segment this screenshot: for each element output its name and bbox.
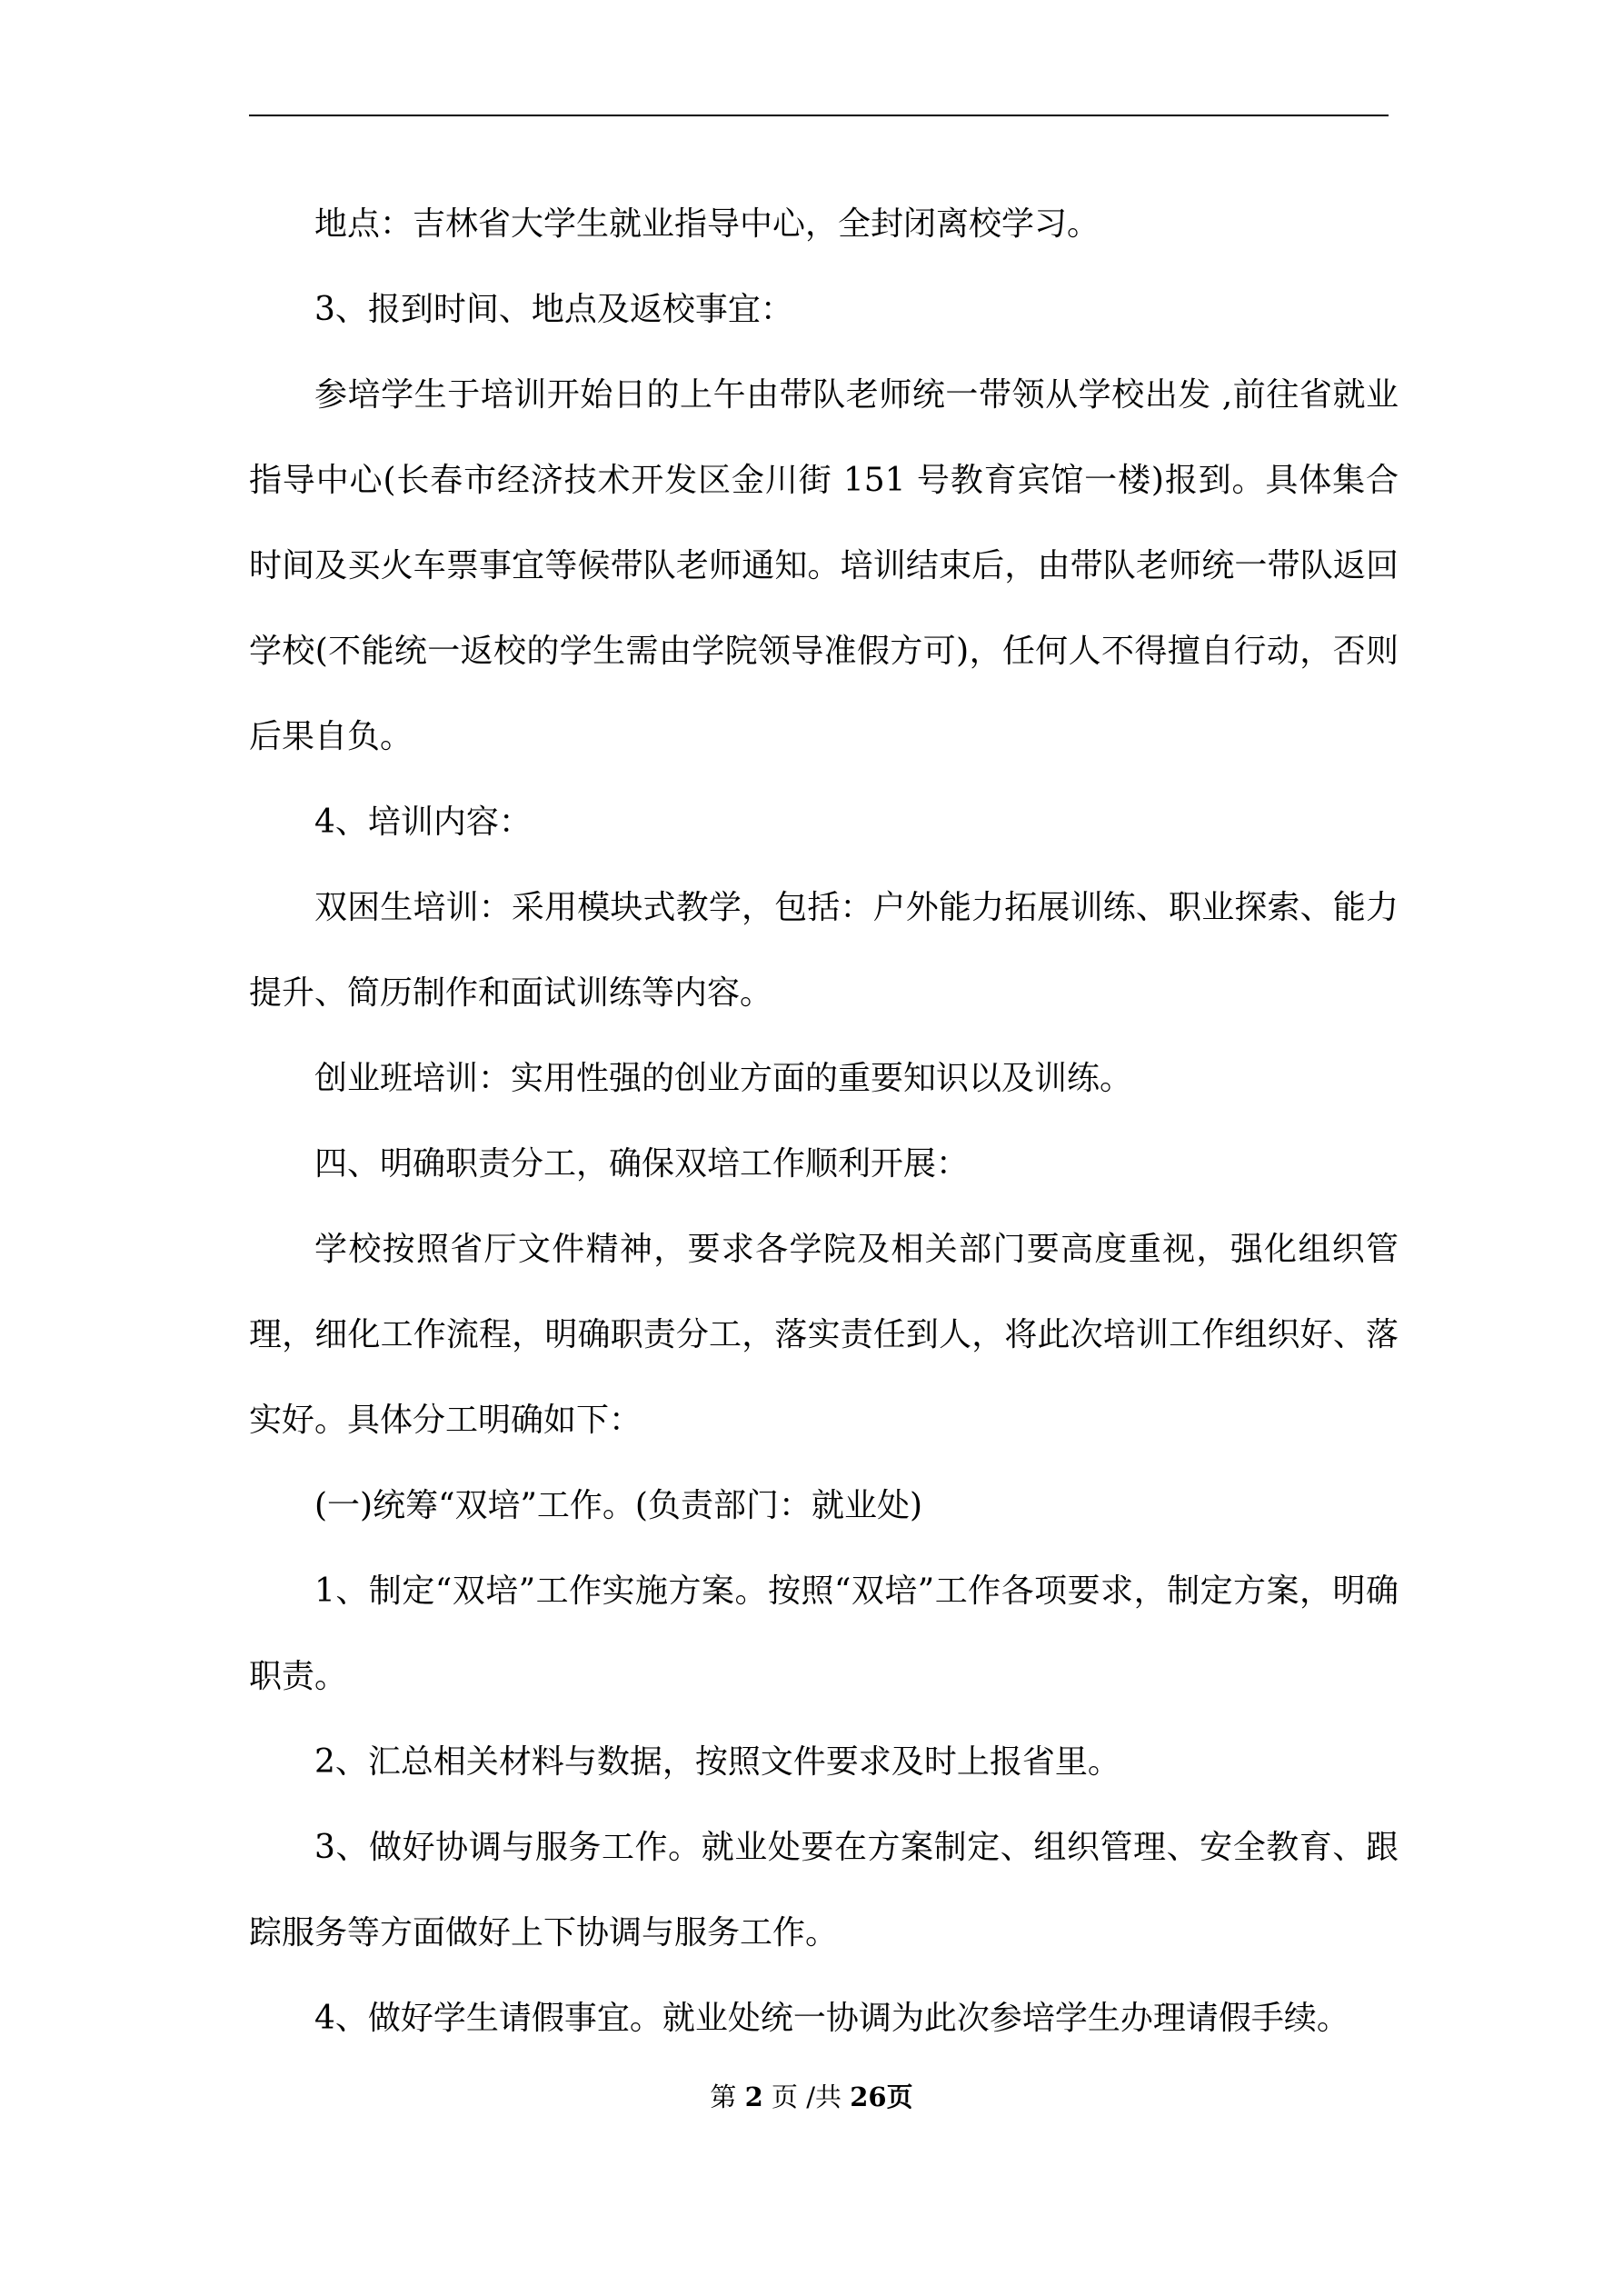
paragraph-entrepreneurship-training: 创业班培训：实用性强的创业方面的重要知识以及训练。: [314, 1060, 1133, 1097]
page-footer: [0, 2079, 1623, 2115]
footer-prefix: 第: [710, 2081, 737, 2112]
footer-total-pages: 26: [850, 2081, 887, 2112]
paragraph-registration-details: 参培学生于培训开始日的上午由带队老师统一带领从学校出发 ,前往省就业指导中心(长春市经济技术开发区金川街 151 号教育宾馆一楼)报到。具体集合时间及买火车票事宜等候带队老师通知。培训结束后，由带队老师统一带队返回学校(不能统一返校的学生需由学院领导准假方可)，任何人不得擅自行动，否则后果自负。: [249, 376, 1399, 755]
header-rule: [249, 115, 1389, 116]
paragraph-item-4: 4、做好学生请假事宜。就业处统一协调为此次参培学生办理请假手续。: [314, 2000, 1349, 2037]
paragraph-location: 地点：吉林省大学生就业指导中心，全封闭离校学习。: [314, 205, 1100, 243]
paragraph-subheading-coordination: (一)统筹“双培”工作。(负责部门：就业处): [314, 1487, 922, 1524]
paragraph-heading-content: 4、培训内容：: [314, 804, 532, 841]
paragraph-heading-registration: 3、报到时间、地点及返校事宜：: [314, 291, 793, 328]
paragraph-double-difficulty-training: 双困生培训：采用模块式教学，包括：户外能力拓展训练、职业探索、能力提升、简历制作和面试训练等内容。: [249, 889, 1399, 1012]
footer-suffix: 页: [886, 2081, 913, 2112]
paragraph-heading-responsibilities: 四、明确职责分工，确保双培工作顺利开展：: [314, 1145, 970, 1183]
footer-page-number: 2: [744, 2081, 763, 2112]
paragraph-item-2: 2、汇总相关材料与数据，按照文件要求及时上报省里。: [314, 1743, 1120, 1781]
paragraph-school-requirements: 学校按照省厅文件精神，要求各学院及相关部门要高度重视，强化组织管理，细化工作流程，明确职责分工，落实责任到人，将此次培训工作组织好、落实好。具体分工明确如下：: [249, 1231, 1399, 1439]
paragraph-item-3: 3、做好协调与服务工作。就业处要在方案制定、组织管理、安全教育、跟踪服务等方面做好上下协调与服务工作。: [249, 1829, 1399, 1952]
footer-middle: 页 /共: [772, 2081, 842, 2112]
document-body: [249, 182, 1399, 2061]
paragraph-item-1: 1、制定“双培”工作实施方案。按照“双培”工作各项要求，制定方案，明确职责。: [249, 1572, 1399, 1695]
